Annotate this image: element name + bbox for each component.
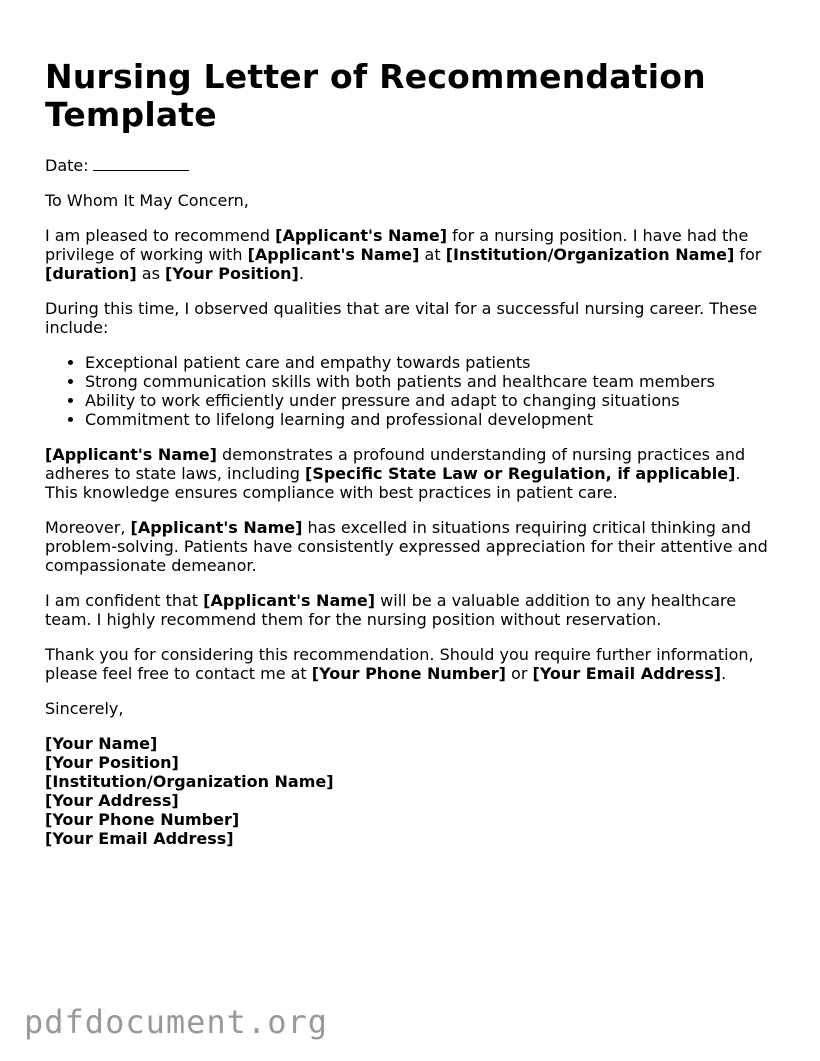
signature-phone: [Your Phone Number] <box>45 810 240 829</box>
applicant-name-placeholder: [Applicant's Name] <box>203 591 376 610</box>
letter-page <box>45 58 775 848</box>
qualities-intro: During this time, I observed qualities that are vital for a successful nursing career. These include: <box>45 299 758 337</box>
date-label: Date: <box>45 156 89 175</box>
text: will be a valuable addition to any healthcare team. I highly recommend them for the nursing position without reservation. <box>45 591 737 629</box>
text: . <box>721 664 727 683</box>
state-law-placeholder: [Specific State Law or Regulation, if applicable] <box>305 464 736 483</box>
applicant-name-placeholder: [Applicant's Name] <box>247 245 420 264</box>
date-blank <box>93 156 189 171</box>
phone-placeholder: [Your Phone Number] <box>311 664 506 683</box>
text: . This knowledge ensures compliance with best practices in patient care. <box>45 464 741 502</box>
list-item: • Strong communication skills with both patients and healthcare team members <box>85 372 775 391</box>
contact-paragraph <box>45 645 775 683</box>
qualities-list <box>45 353 775 429</box>
text: for <box>734 245 762 264</box>
list-item: • Ability to work efficiently under pressure and adapt to changing situations <box>85 391 775 410</box>
signature-email: [Your Email Address] <box>45 829 234 848</box>
text: Thank you for considering this recommendation. Should you require further information, please feel free to contact me at <box>45 645 754 683</box>
applicant-name-placeholder: [Applicant's Name] <box>130 518 303 537</box>
text: I am pleased to recommend <box>45 226 276 245</box>
list-item: • Commitment to lifelong learning and professional development <box>85 410 775 429</box>
signature-address: [Your Address] <box>45 791 179 810</box>
skills-paragraph <box>45 518 775 575</box>
knowledge-paragraph <box>45 445 775 502</box>
institution-placeholder: [Institution/Organization Name] <box>445 245 735 264</box>
text: or <box>505 664 533 683</box>
signature-name: [Your Name] <box>45 734 158 753</box>
email-placeholder: [Your Email Address] <box>532 664 722 683</box>
text: . <box>298 264 304 283</box>
applicant-name-placeholder: [Applicant's Name] <box>275 226 448 245</box>
page-title: Nursing Letter of Recommendation Template <box>45 57 706 134</box>
text: as <box>136 264 165 283</box>
duration-placeholder: [duration] <box>45 264 137 283</box>
text: for a nursing position. I have had the privilege of working with <box>45 226 749 264</box>
text: demonstrates a profound understanding of nursing practices and adheres to state laws, including <box>45 445 746 483</box>
confidence-paragraph <box>45 591 775 629</box>
list-item: • Exceptional patient care and empathy towards patients <box>85 353 775 372</box>
applicant-name-placeholder: [Applicant's Name] <box>45 445 217 464</box>
signature-institution: [Institution/Organization Name] <box>45 772 334 791</box>
text: I am confident that <box>45 591 204 610</box>
salutation: To Whom It May Concern, <box>45 191 249 210</box>
text: at <box>419 245 446 264</box>
signature-block <box>45 734 775 848</box>
text: Moreover, <box>45 518 131 537</box>
watermark: pdfdocument.org <box>24 1003 328 1041</box>
intro-paragraph <box>45 226 775 283</box>
position-placeholder: [Your Position] <box>164 264 299 283</box>
date-line <box>45 156 775 175</box>
signature-position: [Your Position] <box>45 753 179 772</box>
text: has excelled in situations requiring critical thinking and problem-solving. Patients have consistently expressed appreciation for their attentive and compassionate demeanor. <box>45 518 768 575</box>
closing: Sincerely, <box>45 699 124 718</box>
